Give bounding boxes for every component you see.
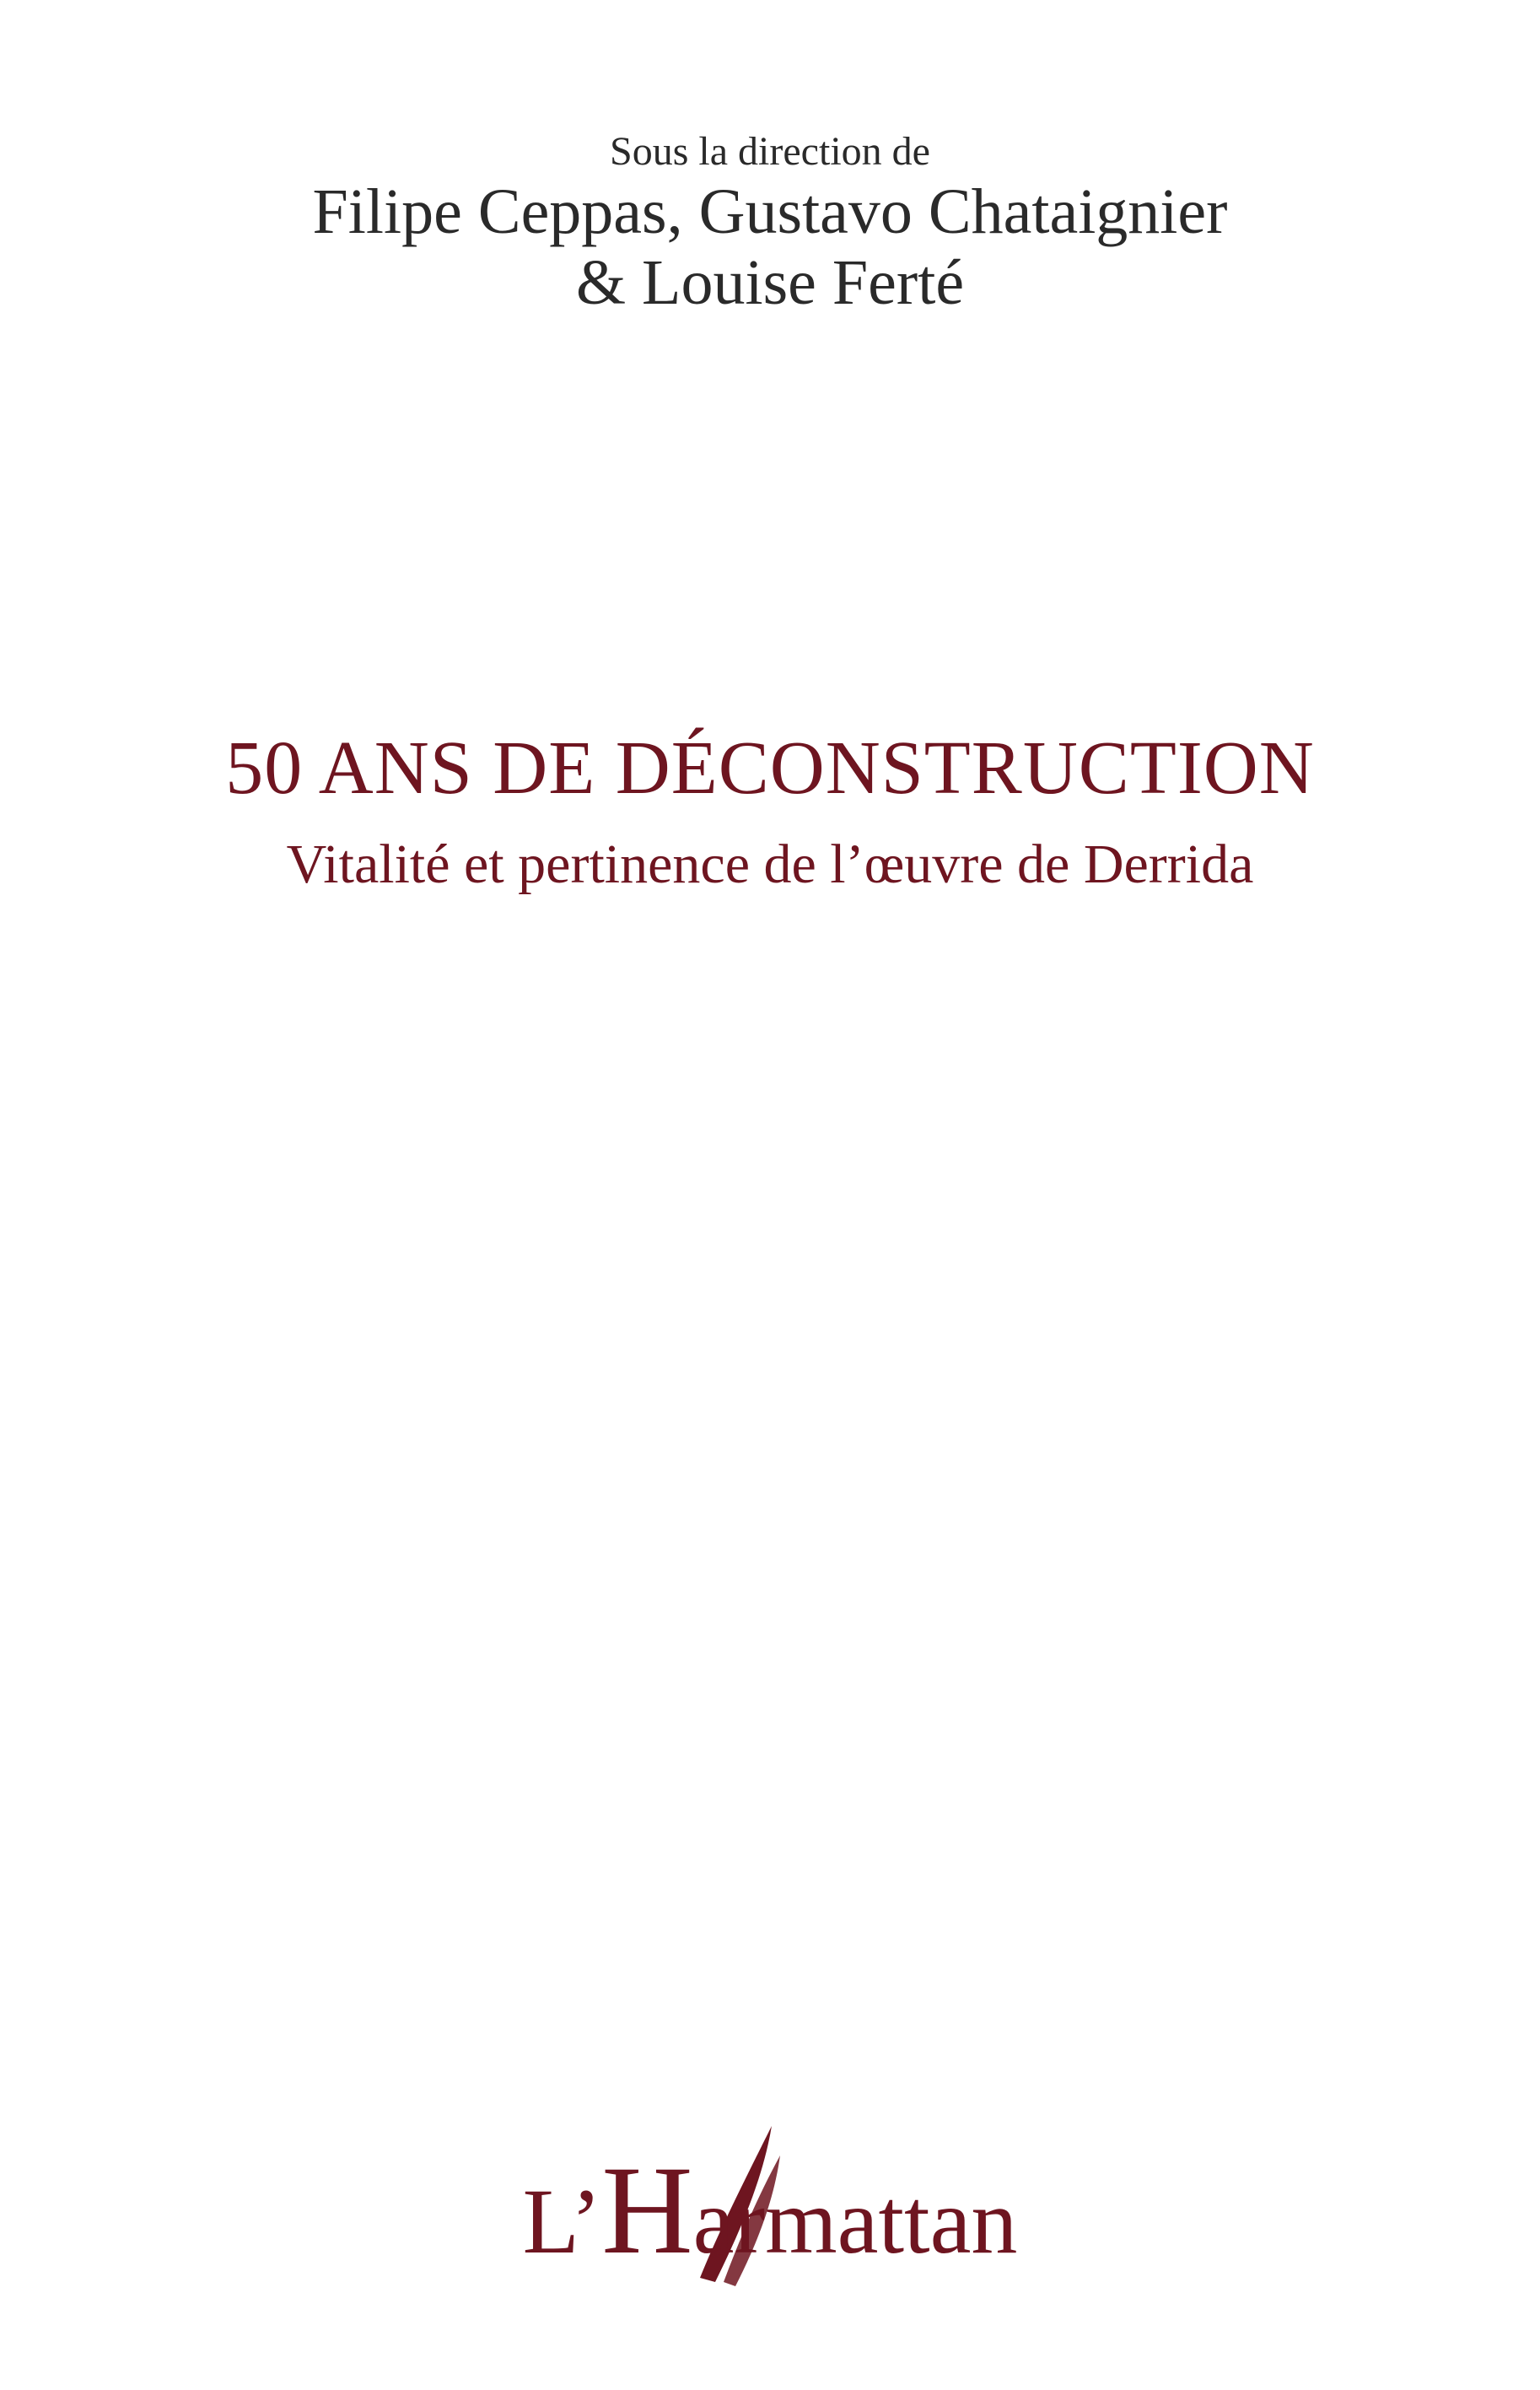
publisher-logo-rest: armattan [692,2170,1018,2273]
authors-line-2: & Louise Ferté [575,247,965,318]
editor-intro: Sous la direction de [610,129,930,174]
book-title: 50 ANS DE DÉCONSTRUCTION [225,726,1315,810]
publisher-logo [0,2140,1540,2280]
publisher-logo-prefix: L’ [522,2170,602,2273]
book-subtitle: Vitalité et pertinence de l’œuvre de Derrida [286,834,1254,895]
publisher-logo-initial: H [601,2140,693,2280]
authors-line-1: Filipe Ceppas, Gustavo Chataignier [312,176,1228,247]
